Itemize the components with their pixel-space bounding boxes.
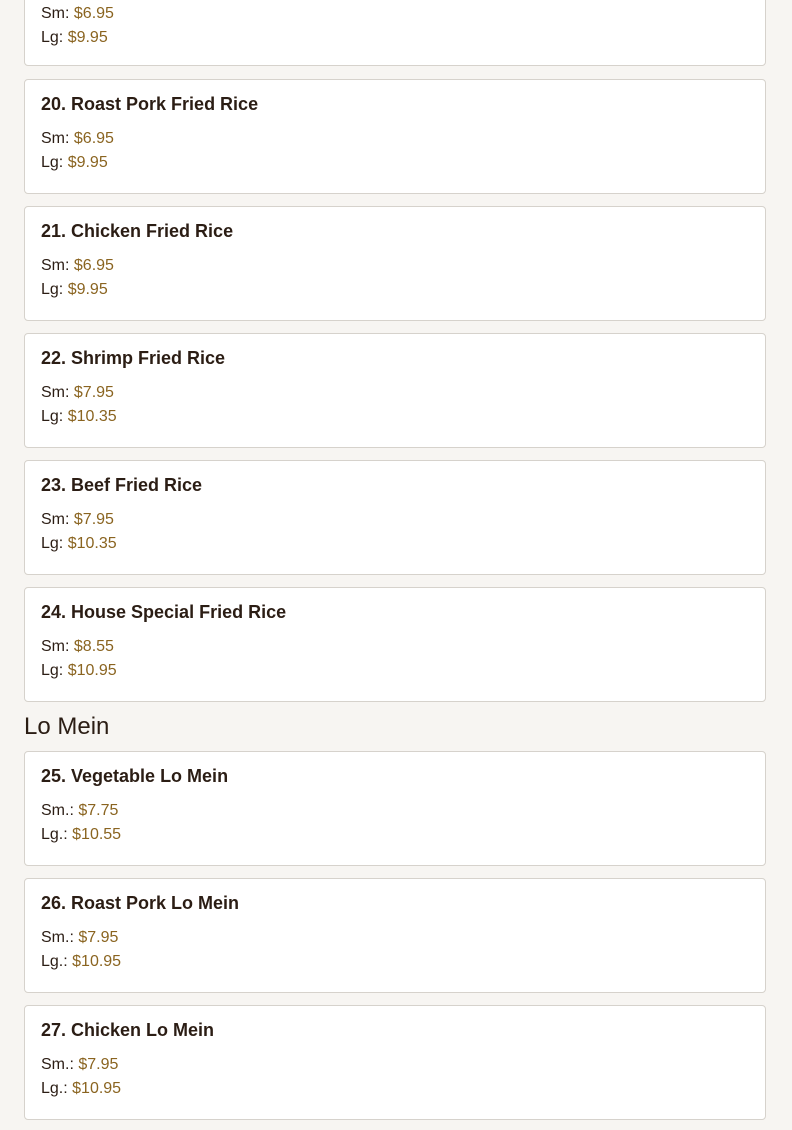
large-price-row xyxy=(41,154,108,172)
price-value: $7.95 xyxy=(78,1056,119,1073)
large-price-row xyxy=(41,953,121,971)
menu-item-card[interactable] xyxy=(24,0,766,66)
size-label: Sm: xyxy=(41,384,74,401)
size-label: Lg: xyxy=(41,29,68,46)
size-label: Sm: xyxy=(41,130,74,147)
small-price-row xyxy=(41,130,114,148)
item-name: 26. Roast Pork Lo Mein xyxy=(41,893,240,913)
price-value: $9.95 xyxy=(67,281,108,298)
small-price-row xyxy=(41,384,114,402)
large-price-row xyxy=(41,535,117,553)
size-label: Lg: xyxy=(41,408,68,425)
price-value: $7.95 xyxy=(78,929,119,946)
small-price-row xyxy=(41,638,114,656)
size-label: Sm.: xyxy=(41,1056,79,1073)
menu-item-card[interactable] xyxy=(24,460,766,575)
item-name: 22. Shrimp Fried Rice xyxy=(41,348,226,368)
size-label: Lg: xyxy=(41,535,68,552)
price-value: $8.55 xyxy=(73,638,114,655)
price-value: $10.95 xyxy=(72,953,122,970)
menu-item-card[interactable] xyxy=(24,206,766,321)
size-label: Sm.: xyxy=(41,929,79,946)
price-value: $6.95 xyxy=(73,5,114,22)
menu-item-card[interactable] xyxy=(24,1005,766,1120)
price-value: $6.95 xyxy=(73,130,114,147)
large-price-row xyxy=(41,1080,121,1098)
size-label: Sm: xyxy=(41,638,74,655)
price-value: $7.95 xyxy=(73,384,114,401)
price-value: $7.95 xyxy=(73,511,114,528)
item-name: 21. Chicken Fried Rice xyxy=(41,221,234,241)
small-price-row xyxy=(41,929,118,947)
menu-item-card[interactable] xyxy=(24,333,766,448)
small-price-row xyxy=(41,5,114,23)
price-value: $7.75 xyxy=(78,802,119,819)
small-price-row xyxy=(41,511,114,529)
price-value: $9.95 xyxy=(67,154,108,171)
price-value: $10.55 xyxy=(72,826,122,843)
section-title-lo-mein: Lo Mein xyxy=(24,713,110,740)
size-label: Sm: xyxy=(41,257,74,274)
size-label: Lg: xyxy=(41,662,68,679)
small-price-row xyxy=(41,802,118,820)
size-label: Sm.: xyxy=(41,802,79,819)
item-name: 20. Roast Pork Fried Rice xyxy=(41,94,259,114)
large-price-row xyxy=(41,281,108,299)
small-price-row xyxy=(41,1056,118,1074)
size-label: Lg.: xyxy=(41,826,73,843)
item-name: 24. House Special Fried Rice xyxy=(41,602,287,622)
size-label: Lg: xyxy=(41,281,68,298)
large-price-row xyxy=(41,408,117,426)
price-value: $6.95 xyxy=(73,257,114,274)
menu-item-card[interactable] xyxy=(24,79,766,194)
small-price-row xyxy=(41,257,114,275)
size-label: Sm: xyxy=(41,511,74,528)
large-price-row xyxy=(41,662,117,680)
menu-item-card[interactable] xyxy=(24,878,766,993)
large-price-row xyxy=(41,29,108,47)
size-label: Lg.: xyxy=(41,1080,73,1097)
price-value: $10.95 xyxy=(72,1080,122,1097)
item-name: 23. Beef Fried Rice xyxy=(41,475,203,495)
price-value: $10.35 xyxy=(67,408,117,425)
item-name: 27. Chicken Lo Mein xyxy=(41,1020,215,1040)
menu-item-card[interactable] xyxy=(24,587,766,702)
item-name: 25. Vegetable Lo Mein xyxy=(41,766,229,786)
menu-item-card[interactable] xyxy=(24,751,766,866)
size-label: Lg.: xyxy=(41,953,73,970)
size-label: Lg: xyxy=(41,154,68,171)
price-value: $10.35 xyxy=(67,535,117,552)
size-label: Sm: xyxy=(41,5,74,22)
price-value: $9.95 xyxy=(67,29,108,46)
price-value: $10.95 xyxy=(67,662,117,679)
large-price-row xyxy=(41,826,121,844)
